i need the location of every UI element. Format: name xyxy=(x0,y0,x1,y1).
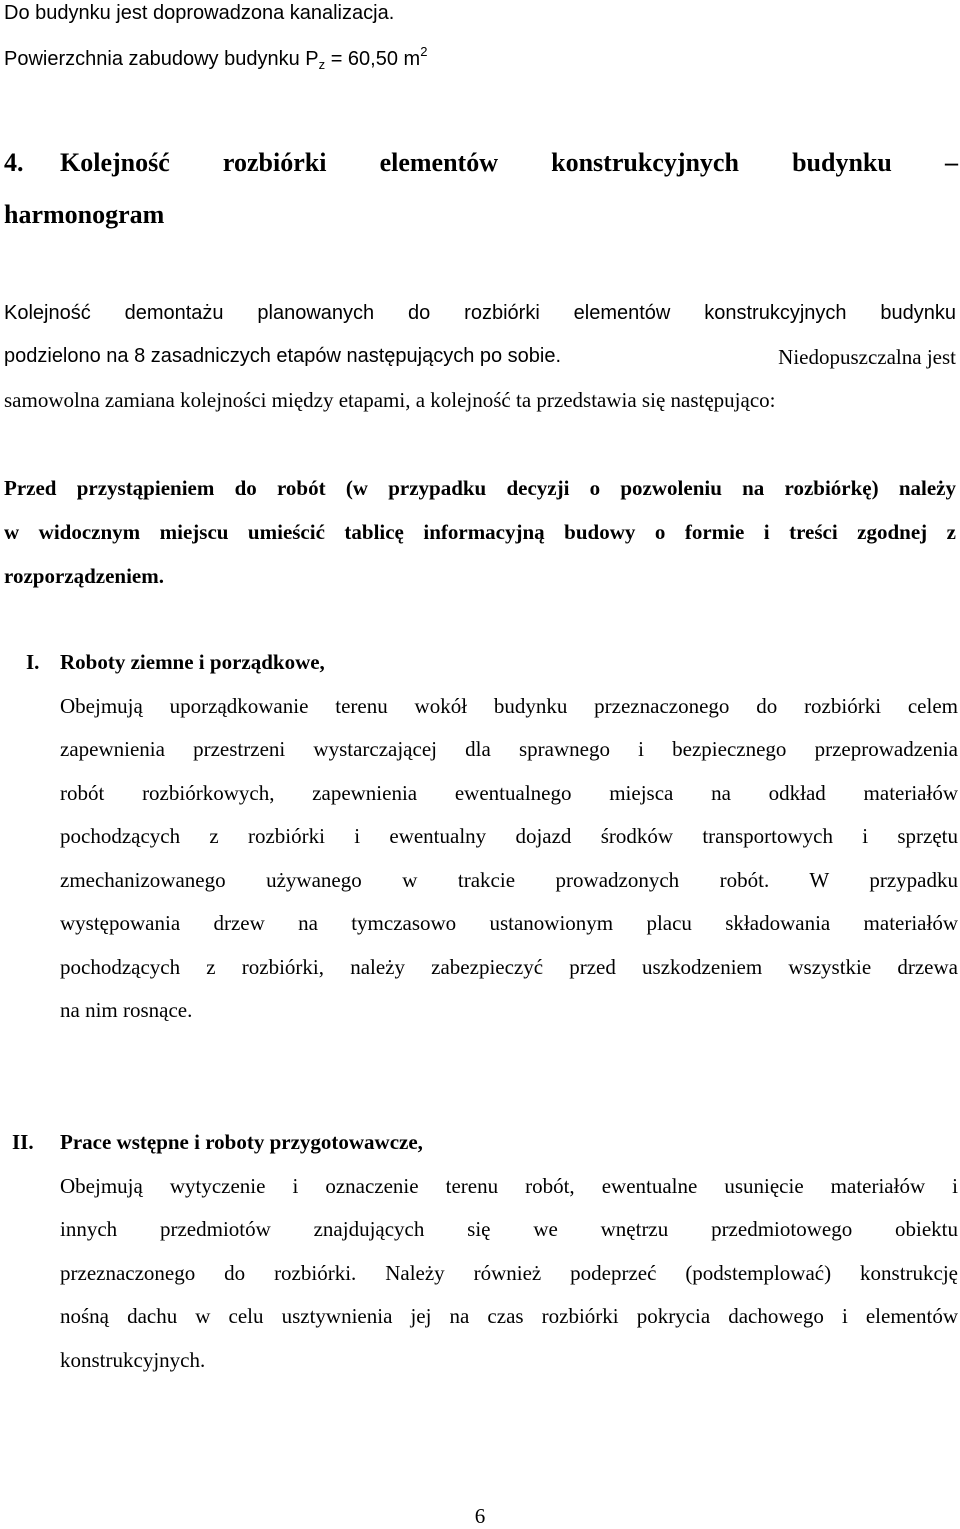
note-line-1: Przed przystąpieniem do robót (w przypadku decyzji o pozwoleniu na rozbiórkę) należy xyxy=(4,476,956,500)
stage1-title: Roboty ziemne i porządkowe, xyxy=(60,650,325,674)
intro-line-1: Do budynku jest doprowadzona kanalizacja. xyxy=(4,2,395,24)
intro-line-2-value: = 60,50 m xyxy=(325,48,421,70)
para1-line-2-tail: Niedopuszczalna jest xyxy=(778,345,956,369)
stage1-line-5: zmechanizowanego używanego w trakcie prowadzonych robót. W przypadku xyxy=(60,868,958,892)
note-line-2: w widocznym miejscu umieścić tablicę informacyjną budowy o formie i treści zgodnej z xyxy=(4,520,956,544)
stage1-line-3: robót rozbiórkowych, zapewnienia ewentualnego miejsca na odkład materiałów xyxy=(60,781,958,805)
stage2-line-1: Obejmują wytyczenie i oznaczenie terenu robót, ewentualne usunięcie materiałów i xyxy=(60,1174,958,1198)
intro-line-2-text: Powierzchnia zabudowy budynku P xyxy=(4,48,319,70)
stage1-line-7: pochodzących z rozbiórki, należy zabezpieczyć przed uszkodzeniem wszystkie drzewa xyxy=(60,955,958,979)
stage2-line-3: przeznaczonego do rozbiórki. Należy również podeprzeć (podstemplować) konstrukcję xyxy=(60,1261,958,1285)
note-line-3: rozporządzeniem. xyxy=(4,564,164,588)
page-number: 6 xyxy=(474,1504,486,1528)
para1-line-1: Kolejność demontażu planowanych do rozbiórki elementów konstrukcyjnych budynku xyxy=(4,302,956,324)
para1-line-2-text: podzielono na 8 zasadniczych etapów następujących po sobie. xyxy=(4,345,562,367)
section-title-line-1: Kolejność rozbiórki elementów konstrukcyjnych budynku – xyxy=(60,148,958,177)
stage2-line-5: konstrukcyjnych. xyxy=(60,1348,206,1372)
intro-subscript: z xyxy=(318,57,326,72)
stage2-title: Prace wstępne i roboty przygotowawcze, xyxy=(60,1130,423,1154)
stage1-line-2: zapewnienia przestrzeni wystarczającej dla sprawnego i bezpiecznego przeprowadzenia xyxy=(60,737,958,761)
section-number: 4. xyxy=(4,148,24,177)
stage1-line-4: pochodzących z rozbiórki i ewentualny dojazd środków transportowych i sprzętu xyxy=(60,824,958,848)
stage1-line-6: występowania drzew na tymczasowo ustanowionym placu składowania materiałów xyxy=(60,911,958,935)
section-title-line-2: harmonogram xyxy=(4,200,165,229)
intro-line-2 xyxy=(4,44,427,72)
stage2-line-4: nośną dachu w celu usztywnienia jej na czas rozbiórki pokrycia dachowego i elementów xyxy=(60,1304,958,1328)
intro-superscript: 2 xyxy=(420,44,428,59)
stage1-line-1: Obejmują uporządkowanie terenu wokół budynku przeznaczonego do rozbiórki celem xyxy=(60,694,958,718)
para1-line-3: samowolna zamiana kolejności między etapami, a kolejność ta przedstawia się następująco: xyxy=(4,388,776,412)
stage1-number: I. xyxy=(26,650,40,674)
stage2-line-2: innych przedmiotów znajdujących się we wnętrzu przedmiotowego obiektu xyxy=(60,1217,958,1241)
stage2-number: II. xyxy=(12,1130,34,1154)
stage1-line-8: na nim rosnące. xyxy=(60,998,193,1022)
